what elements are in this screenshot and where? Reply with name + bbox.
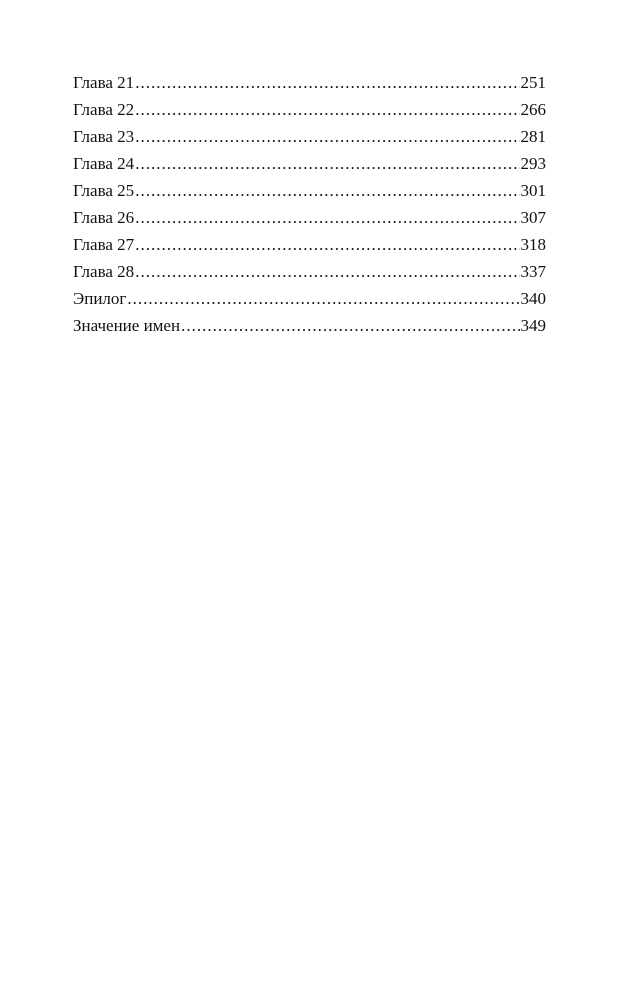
toc-entry-page: 307 [520, 208, 546, 227]
toc-entry-page: 301 [520, 181, 546, 200]
toc-entry-page: 281 [520, 127, 546, 146]
toc-dot-leader [135, 96, 519, 123]
toc-entry [73, 258, 546, 285]
toc-entry-page: 251 [520, 73, 546, 92]
toc-entry-title: Глава 25 [73, 181, 135, 200]
toc-entry [73, 177, 546, 204]
toc-entry [73, 285, 546, 312]
toc-entry-page: 340 [520, 289, 546, 308]
toc-entry [73, 69, 546, 96]
toc-dot-leader [135, 258, 519, 285]
toc-entry [73, 96, 546, 123]
toc-dot-leader [135, 204, 519, 231]
toc-dot-leader [181, 312, 519, 339]
toc-entry-title: Глава 22 [73, 100, 135, 119]
toc-entry-title: Глава 26 [73, 208, 135, 227]
toc-entry [73, 231, 546, 258]
toc-entry [73, 150, 546, 177]
toc-entry-title: Эпилог [73, 289, 127, 308]
toc-dot-leader [135, 231, 519, 258]
toc-entry-page: 349 [520, 316, 546, 335]
table-of-contents [73, 69, 546, 339]
toc-entry-title: Глава 24 [73, 154, 135, 173]
toc-dot-leader [135, 177, 519, 204]
toc-dot-leader [135, 123, 519, 150]
toc-dot-leader [135, 150, 519, 177]
toc-entry-page: 293 [520, 154, 546, 173]
toc-dot-leader [127, 285, 519, 312]
toc-entry-title: Значение имен [73, 316, 181, 335]
toc-entry-page: 318 [520, 235, 546, 254]
toc-entry-page: 266 [520, 100, 546, 119]
toc-dot-leader [135, 69, 519, 96]
toc-entry [73, 204, 546, 231]
toc-entry-title: Глава 23 [73, 127, 135, 146]
toc-entry [73, 312, 546, 339]
toc-entry-title: Глава 27 [73, 235, 135, 254]
toc-entry-title: Глава 28 [73, 262, 135, 281]
toc-entry-page: 337 [520, 262, 546, 281]
toc-entry [73, 123, 546, 150]
toc-entry-title: Глава 21 [73, 73, 135, 92]
